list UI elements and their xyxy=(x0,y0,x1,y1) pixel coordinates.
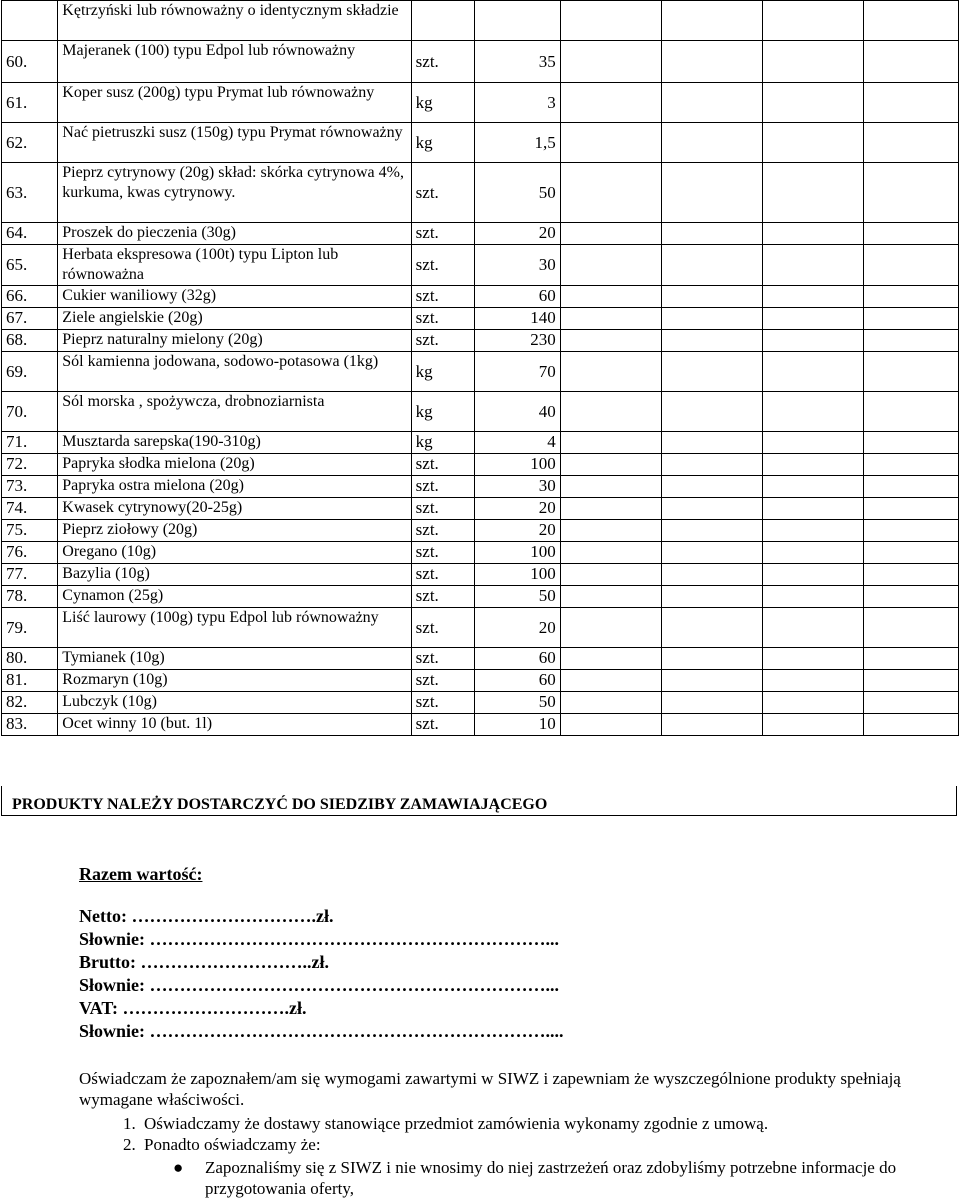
empty-cell xyxy=(762,564,863,586)
table-row xyxy=(2,286,959,308)
empty-cell xyxy=(762,223,863,245)
unit-of-measure: kg xyxy=(411,83,475,123)
table-row xyxy=(2,308,959,330)
product-name: Ocet winny 10 (but. 1l) xyxy=(58,714,411,736)
netto-line: Netto: ………………………….zł. xyxy=(79,906,334,926)
empty-cell xyxy=(762,608,863,648)
unit-of-measure: szt. xyxy=(411,308,475,330)
table-row xyxy=(2,123,959,163)
empty-cell xyxy=(661,498,762,520)
table-row xyxy=(2,41,959,83)
empty-cell xyxy=(762,454,863,476)
empty-cell xyxy=(864,286,959,308)
empty-cell xyxy=(560,564,661,586)
empty-cell xyxy=(661,714,762,736)
empty-cell xyxy=(864,392,959,432)
row-number: 71. xyxy=(2,432,58,454)
row-number: 81. xyxy=(2,670,58,692)
empty-cell xyxy=(762,714,863,736)
empty-cell xyxy=(661,286,762,308)
empty-cell xyxy=(864,476,959,498)
empty-cell xyxy=(661,83,762,123)
table-row xyxy=(2,330,959,352)
empty-cell xyxy=(864,714,959,736)
unit-of-measure: szt. xyxy=(411,520,475,542)
row-number: 73. xyxy=(2,476,58,498)
unit-of-measure: szt. xyxy=(411,564,475,586)
table-row xyxy=(2,476,959,498)
product-name: Oregano (10g) xyxy=(58,542,411,564)
netto-words-line: Słownie: …………………………………………………………... xyxy=(79,929,560,949)
empty-cell xyxy=(661,1,762,41)
quantity: 4 xyxy=(475,432,560,454)
row-number: 70. xyxy=(2,392,58,432)
quantity: 20 xyxy=(475,223,560,245)
unit-of-measure: szt. xyxy=(411,163,475,223)
empty-cell xyxy=(560,670,661,692)
summary-section xyxy=(79,864,564,1043)
unit-of-measure: kg xyxy=(411,352,475,392)
product-name: Pieprz ziołowy (20g) xyxy=(58,520,411,542)
empty-cell xyxy=(661,608,762,648)
table-row xyxy=(2,542,959,564)
empty-cell xyxy=(864,586,959,608)
product-name: Proszek do pieczenia (30g) xyxy=(58,223,411,245)
empty-cell xyxy=(762,330,863,352)
row-number: 83. xyxy=(2,714,58,736)
empty-cell xyxy=(661,392,762,432)
unit-of-measure: szt. xyxy=(411,245,475,286)
declaration-bullet-item xyxy=(173,1157,939,1199)
table-row xyxy=(2,1,959,41)
empty-cell xyxy=(864,498,959,520)
quantity: 40 xyxy=(475,392,560,432)
empty-cell xyxy=(560,586,661,608)
empty-cell xyxy=(864,1,959,41)
empty-cell xyxy=(864,308,959,330)
product-name: Majeranek (100) typu Edpol lub równoważny xyxy=(58,41,411,83)
empty-cell xyxy=(661,330,762,352)
product-name: Cukier waniliowy (32g) xyxy=(58,286,411,308)
row-number: 74. xyxy=(2,498,58,520)
product-name: Lubczyk (10g) xyxy=(58,692,411,714)
table-row xyxy=(2,245,959,286)
empty-cell xyxy=(762,648,863,670)
table-row xyxy=(2,714,959,736)
quantity: 10 xyxy=(475,714,560,736)
empty-cell xyxy=(560,476,661,498)
product-name: Tymianek (10g) xyxy=(58,648,411,670)
table-row xyxy=(2,498,959,520)
row-number: 72. xyxy=(2,454,58,476)
product-name: Kętrzyński lub równoważny o identycznym składzie xyxy=(58,1,411,41)
product-name: Pieprz naturalny mielony (20g) xyxy=(58,330,411,352)
empty-cell xyxy=(661,648,762,670)
product-name: Pieprz cytrynowy (20g) skład: skórka cytrynowa 4%, kurkuma, kwas cytrynowy. xyxy=(58,163,411,223)
empty-cell xyxy=(661,352,762,392)
quantity: 50 xyxy=(475,163,560,223)
product-name: Herbata ekspresowa (100t) typu Lipton lub równoważna xyxy=(58,245,411,286)
empty-cell xyxy=(560,223,661,245)
row-number: 64. xyxy=(2,223,58,245)
unit-of-measure: szt. xyxy=(411,692,475,714)
empty-cell xyxy=(762,286,863,308)
table-row xyxy=(2,608,959,648)
row-number: 63. xyxy=(2,163,58,223)
empty-cell xyxy=(864,83,959,123)
empty-cell xyxy=(560,648,661,670)
empty-cell xyxy=(560,1,661,41)
quantity: 35 xyxy=(475,41,560,83)
empty-cell xyxy=(762,123,863,163)
quantity: 60 xyxy=(475,670,560,692)
brutto-words-line: Słownie: …………………………………………………………... xyxy=(79,975,560,995)
empty-cell xyxy=(762,542,863,564)
empty-cell xyxy=(762,392,863,432)
row-number: 75. xyxy=(2,520,58,542)
empty-cell xyxy=(762,352,863,392)
quantity: 100 xyxy=(475,542,560,564)
product-name: Kwasek cytrynowy(20-25g) xyxy=(58,498,411,520)
product-name: Bazylia (10g) xyxy=(58,564,411,586)
empty-cell xyxy=(762,586,863,608)
unit-of-measure: szt. xyxy=(411,223,475,245)
empty-cell xyxy=(560,454,661,476)
table-row xyxy=(2,83,959,123)
product-name: Cynamon (25g) xyxy=(58,586,411,608)
empty-cell xyxy=(560,41,661,83)
row-number: 62. xyxy=(2,123,58,163)
empty-cell xyxy=(560,432,661,454)
empty-cell xyxy=(762,670,863,692)
row-number: 69. xyxy=(2,352,58,392)
unit-of-measure: szt. xyxy=(411,498,475,520)
quantity: 100 xyxy=(475,564,560,586)
empty-cell xyxy=(661,163,762,223)
quantity: 1,5 xyxy=(475,123,560,163)
table-row xyxy=(2,432,959,454)
empty-cell xyxy=(864,330,959,352)
quantity: 60 xyxy=(475,648,560,670)
empty-cell xyxy=(661,692,762,714)
quantity: 50 xyxy=(475,692,560,714)
table-row xyxy=(2,352,959,392)
empty-cell xyxy=(864,454,959,476)
declaration-numbered-list xyxy=(79,1113,939,1155)
delivery-note: PRODUKTY NALEŻY DOSTARCZYĆ DO SIEDZIBY ZAMAWIAJĄCEGO xyxy=(1,786,957,816)
product-name: Ziele angielskie (20g) xyxy=(58,308,411,330)
empty-cell xyxy=(661,542,762,564)
empty-cell xyxy=(864,564,959,586)
row-number: 77. xyxy=(2,564,58,586)
row-number: 61. xyxy=(2,83,58,123)
table-row xyxy=(2,454,959,476)
quantity: 50 xyxy=(475,586,560,608)
row-number: 76. xyxy=(2,542,58,564)
empty-cell xyxy=(762,498,863,520)
unit-of-measure: szt. xyxy=(411,476,475,498)
declaration-item: 2. Ponadto oświadczamy że: xyxy=(140,1134,939,1155)
empty-cell xyxy=(661,223,762,245)
product-name: Koper susz (200g) typu Prymat lub równoważny xyxy=(58,83,411,123)
empty-cell xyxy=(864,542,959,564)
unit-of-measure: szt. xyxy=(411,608,475,648)
table-row xyxy=(2,670,959,692)
row-number: 66. xyxy=(2,286,58,308)
empty-cell xyxy=(762,308,863,330)
quantity xyxy=(475,1,560,41)
table-row xyxy=(2,392,959,432)
product-name: Liść laurowy (100g) typu Edpol lub równoważny xyxy=(58,608,411,648)
unit-of-measure: szt. xyxy=(411,542,475,564)
empty-cell xyxy=(864,223,959,245)
empty-cell xyxy=(661,520,762,542)
vat-line: VAT: ……………………….zł. xyxy=(79,998,307,1018)
empty-cell xyxy=(560,392,661,432)
empty-cell xyxy=(661,476,762,498)
empty-cell xyxy=(560,714,661,736)
empty-cell xyxy=(560,542,661,564)
table-row xyxy=(2,586,959,608)
empty-cell xyxy=(864,648,959,670)
row-number: 65. xyxy=(2,245,58,286)
empty-cell xyxy=(560,308,661,330)
quantity: 30 xyxy=(475,476,560,498)
declaration-section xyxy=(79,1068,939,1199)
unit-of-measure: szt. xyxy=(411,586,475,608)
empty-cell xyxy=(864,692,959,714)
empty-cell xyxy=(661,670,762,692)
row-number: 79. xyxy=(2,608,58,648)
unit-of-measure: szt. xyxy=(411,648,475,670)
row-number: 60. xyxy=(2,41,58,83)
empty-cell xyxy=(560,286,661,308)
empty-cell xyxy=(864,163,959,223)
empty-cell xyxy=(864,432,959,454)
quantity: 20 xyxy=(475,498,560,520)
empty-cell xyxy=(560,692,661,714)
products-table xyxy=(1,0,959,736)
empty-cell xyxy=(762,163,863,223)
row-number: 67. xyxy=(2,308,58,330)
vat-words-line: Słownie: ………………………………………………………….... xyxy=(79,1021,564,1041)
empty-cell xyxy=(762,692,863,714)
product-name: Nać pietruszki susz (150g) typu Prymat równoważny xyxy=(58,123,411,163)
declaration-item: 1. Oświadczamy że dostawy stanowiące przedmiot zamówienia wykonamy zgodnie z umową. xyxy=(140,1113,939,1134)
empty-cell xyxy=(762,1,863,41)
bullet-icon: ● xyxy=(173,1158,184,1177)
empty-cell xyxy=(661,245,762,286)
quantity: 3 xyxy=(475,83,560,123)
empty-cell xyxy=(661,564,762,586)
empty-cell xyxy=(560,163,661,223)
unit-of-measure: szt. xyxy=(411,286,475,308)
row-number xyxy=(2,1,58,41)
product-name: Papryka słodka mielona (20g) xyxy=(58,454,411,476)
empty-cell xyxy=(661,586,762,608)
product-name: Papryka ostra mielona (20g) xyxy=(58,476,411,498)
row-number: 80. xyxy=(2,648,58,670)
empty-cell xyxy=(762,432,863,454)
unit-of-measure: szt. xyxy=(411,454,475,476)
quantity: 60 xyxy=(475,286,560,308)
product-name: Rozmaryn (10g) xyxy=(58,670,411,692)
empty-cell xyxy=(661,432,762,454)
quantity: 100 xyxy=(475,454,560,476)
empty-cell xyxy=(762,476,863,498)
empty-cell xyxy=(864,41,959,83)
table-row xyxy=(2,520,959,542)
empty-cell xyxy=(864,670,959,692)
empty-cell xyxy=(864,520,959,542)
row-number: 68. xyxy=(2,330,58,352)
table-row xyxy=(2,692,959,714)
empty-cell xyxy=(762,83,863,123)
empty-cell xyxy=(560,352,661,392)
empty-cell xyxy=(864,123,959,163)
empty-cell xyxy=(864,352,959,392)
empty-cell xyxy=(661,123,762,163)
empty-cell xyxy=(560,330,661,352)
empty-cell xyxy=(560,123,661,163)
empty-cell xyxy=(762,520,863,542)
empty-cell xyxy=(661,41,762,83)
empty-cell xyxy=(661,454,762,476)
row-number: 78. xyxy=(2,586,58,608)
quantity: 230 xyxy=(475,330,560,352)
quantity: 30 xyxy=(475,245,560,286)
summary-heading: Razem wartość: xyxy=(79,864,203,884)
quantity: 20 xyxy=(475,520,560,542)
product-name: Musztarda sarepska(190-310g) xyxy=(58,432,411,454)
empty-cell xyxy=(560,245,661,286)
empty-cell xyxy=(560,520,661,542)
product-name: Sól kamienna jodowana, sodowo-potasowa (1kg) xyxy=(58,352,411,392)
table-row xyxy=(2,564,959,586)
table-row xyxy=(2,648,959,670)
unit-of-measure: szt. xyxy=(411,714,475,736)
unit-of-measure: kg xyxy=(411,392,475,432)
empty-cell xyxy=(864,245,959,286)
product-name: Sól morska , spożywcza, drobnoziarnista xyxy=(58,392,411,432)
brutto-line: Brutto: ………………………..zł. xyxy=(79,952,329,972)
table-row xyxy=(2,163,959,223)
declaration-bullet-list xyxy=(79,1157,939,1199)
quantity: 140 xyxy=(475,308,560,330)
unit-of-measure: kg xyxy=(411,123,475,163)
unit-of-measure: szt. xyxy=(411,41,475,83)
empty-cell xyxy=(661,308,762,330)
table-row xyxy=(2,223,959,245)
row-number: 82. xyxy=(2,692,58,714)
unit-of-measure xyxy=(411,1,475,41)
empty-cell xyxy=(762,245,863,286)
quantity: 20 xyxy=(475,608,560,648)
quantity: 70 xyxy=(475,352,560,392)
empty-cell xyxy=(560,498,661,520)
declaration-bullet-text: Zapoznaliśmy się z SIWZ i nie wnosimy do niej zastrzeżeń oraz zdobyliśmy potrzebne informacje do przygotowania oferty, xyxy=(205,1158,897,1198)
declaration-paragraph: Oświadczam że zapoznałem/am się wymogami zawartymi w SIWZ i zapewniam że wyszczególnione produkty spełniają wymagane właściwości. xyxy=(79,1069,901,1109)
empty-cell xyxy=(560,608,661,648)
unit-of-measure: szt. xyxy=(411,330,475,352)
empty-cell xyxy=(560,83,661,123)
unit-of-measure: kg xyxy=(411,432,475,454)
unit-of-measure: szt. xyxy=(411,670,475,692)
empty-cell xyxy=(864,608,959,648)
empty-cell xyxy=(762,41,863,83)
